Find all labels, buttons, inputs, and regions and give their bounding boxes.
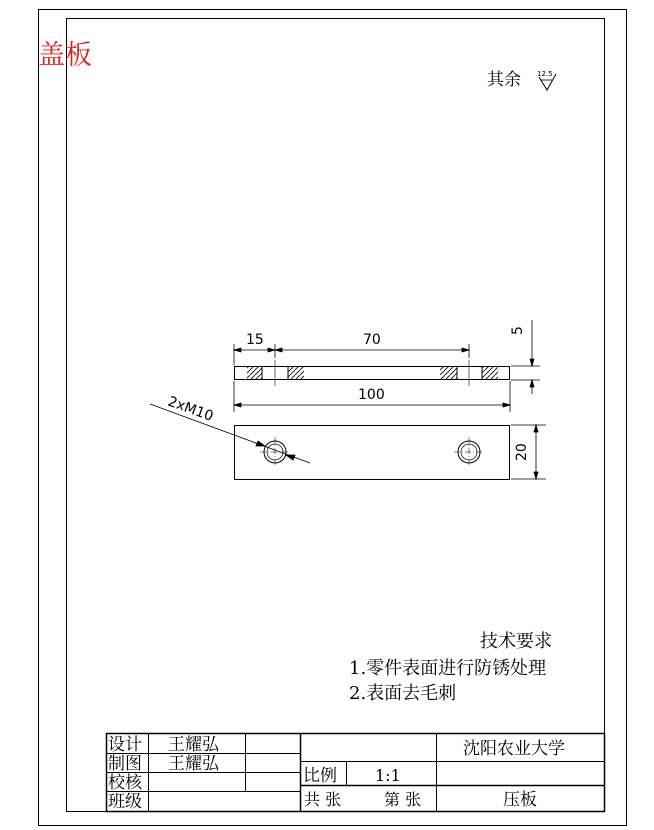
roughness-value: 12.5 [537,70,553,78]
tb-draw-name: 王耀弘 [168,754,219,774]
tb-check-label: 校核 [108,773,142,793]
dim-70-text: 70 [363,332,381,348]
hatch-left-outer [247,367,262,379]
tb-scale-value: 1:1 [375,766,401,785]
tb-class-label: 班级 [108,792,142,812]
hatch-left-inner [288,367,304,379]
hole-right [454,437,484,467]
red-title: 盖板 [38,40,92,71]
tb-school: 沈阳农业大学 [463,739,565,759]
dim-5-text: 5 [510,326,526,335]
tech-item-2: 2.表面去毛刺 [349,683,457,704]
dim-15-text: 15 [246,332,264,348]
roughness-label: 其余 [487,70,521,90]
tb-design-label: 设计 [108,735,142,755]
tb-sheet-no: 第 张 [384,790,422,809]
tb-draw-label: 制图 [108,754,142,774]
tech-heading: 技术要求 [480,631,552,652]
tb-scale-label: 比例 [303,766,337,786]
dim-20-text: 20 [514,443,530,461]
hatch-right-outer [482,367,498,379]
tb-sheets-total: 共 张 [304,790,342,809]
hole-leader [150,404,310,463]
front-view [235,426,510,480]
tb-part-name: 压板 [503,790,537,810]
hole-callout-text: 2xM10 [165,393,216,425]
dim-100-text: 100 [358,387,385,403]
hatch-right-inner [440,367,457,379]
tech-item-1: 1.零件表面进行防锈处理 [349,658,547,679]
section-view [235,360,510,386]
tb-design-name: 王耀弘 [168,735,219,755]
roughness-symbol-icon [537,70,556,90]
inner-border [67,19,605,812]
hole-left [260,437,290,467]
outer-border [39,10,627,826]
